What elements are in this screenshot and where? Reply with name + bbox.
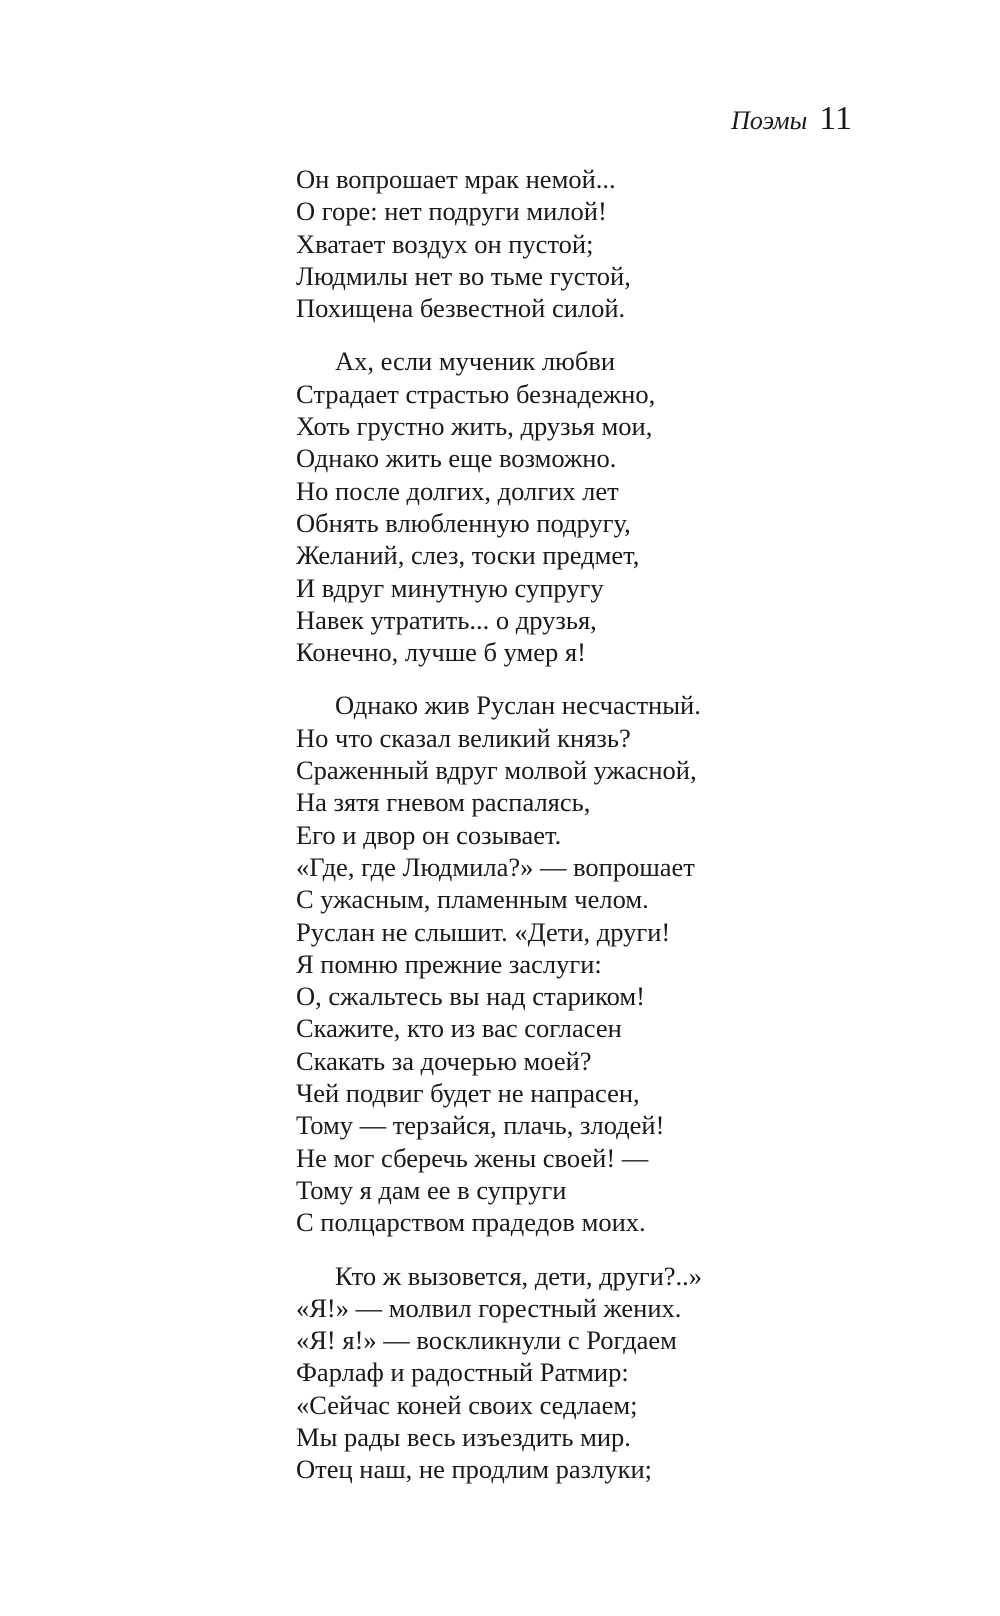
verse-line: Чей подвиг будет не напрасен, (296, 1078, 640, 1109)
verse-line: Мы рады весь изъездить мир. (296, 1421, 631, 1452)
verse-line: Хоть грустно жить, друзья мои, (296, 411, 653, 442)
verse-line: Кто ж вызовется, дети, други?..» (335, 1260, 703, 1291)
verse-line: Тому я дам ее в супруги (296, 1174, 567, 1205)
verse-line: Навек утратить... о друзья, (296, 604, 597, 635)
verse-line: И вдруг минутную супругу (296, 572, 604, 603)
verse-line: О, сжальтесь вы над стариком! (296, 981, 645, 1012)
stanza-4 (296, 1260, 916, 1486)
verse-line: Однако жив Руслан несчастный. (335, 690, 701, 721)
verse-line: «Где, где Людмила?» — вопрошает (296, 851, 695, 882)
stanza-1 (296, 163, 916, 324)
verse-line: Хватает воздух он пустой; (296, 228, 594, 259)
verse-line: Фарлаф и радостный Ратмир: (296, 1357, 629, 1388)
verse-line: Скакать за дочерью моей? (296, 1045, 592, 1076)
verse-line: Страдает страстью безнадежно, (296, 378, 656, 409)
verse-line: Скажите, кто из вас согласен (296, 1013, 622, 1044)
verse-line: Похищена безвестной силой. (296, 293, 626, 324)
verse-line: О горе: нет подруги милой! (296, 196, 607, 227)
section-title: Поэмы (731, 106, 808, 135)
stanza-2 (296, 345, 916, 668)
verse-line: Тому — терзайся, плачь, злодей! (296, 1110, 665, 1141)
verse-line: Не мог сберечь жены своей! — (296, 1142, 649, 1173)
verse-line: Обнять влюбленную подругу, (296, 507, 631, 538)
verse-line: Людмилы нет во тьме густой, (296, 260, 631, 291)
verse-line: С полцарством прадедов моих. (296, 1207, 646, 1238)
verse-line: Но что сказал великий князь? (296, 722, 631, 753)
verse-line: Его и двор он созывает. (296, 819, 562, 850)
verse-line: Но после долгих, долгих лет (296, 475, 619, 506)
verse-line: «Я!» — молвил горестный жених. (296, 1292, 682, 1323)
verse-line: Ах, если мученик любви (335, 346, 616, 377)
stanza-3 (296, 689, 916, 1238)
verse-line: «Сейчас коней своих седлаем; (296, 1389, 638, 1420)
verse-line: Сраженный вдруг молвой ужасной, (296, 755, 697, 786)
verse-line: С ужасным, пламенным челом. (296, 884, 649, 915)
verse-line: Однако жить еще возможно. (296, 443, 617, 474)
verse-line: Отец наш, не продлим разлуки; (296, 1454, 653, 1485)
verse-line: На зятя гневом распалясь, (296, 787, 591, 818)
verse-line: Он вопрошает мрак немой... (296, 164, 616, 194)
verse-line: Я помню прежние заслуги: (296, 948, 602, 979)
verse-line: Желаний, слез, тоски предмет, (296, 540, 640, 571)
verse-line: Руслан не слышит. «Дети, други! (296, 916, 671, 947)
running-head (731, 102, 852, 136)
poem-text (296, 163, 916, 1507)
verse-line: «Я! я!» — воскликнули с Рогдаем (296, 1325, 677, 1356)
page-number: 11 (819, 100, 852, 137)
verse-line: Конечно, лучше б умер я! (296, 637, 586, 668)
